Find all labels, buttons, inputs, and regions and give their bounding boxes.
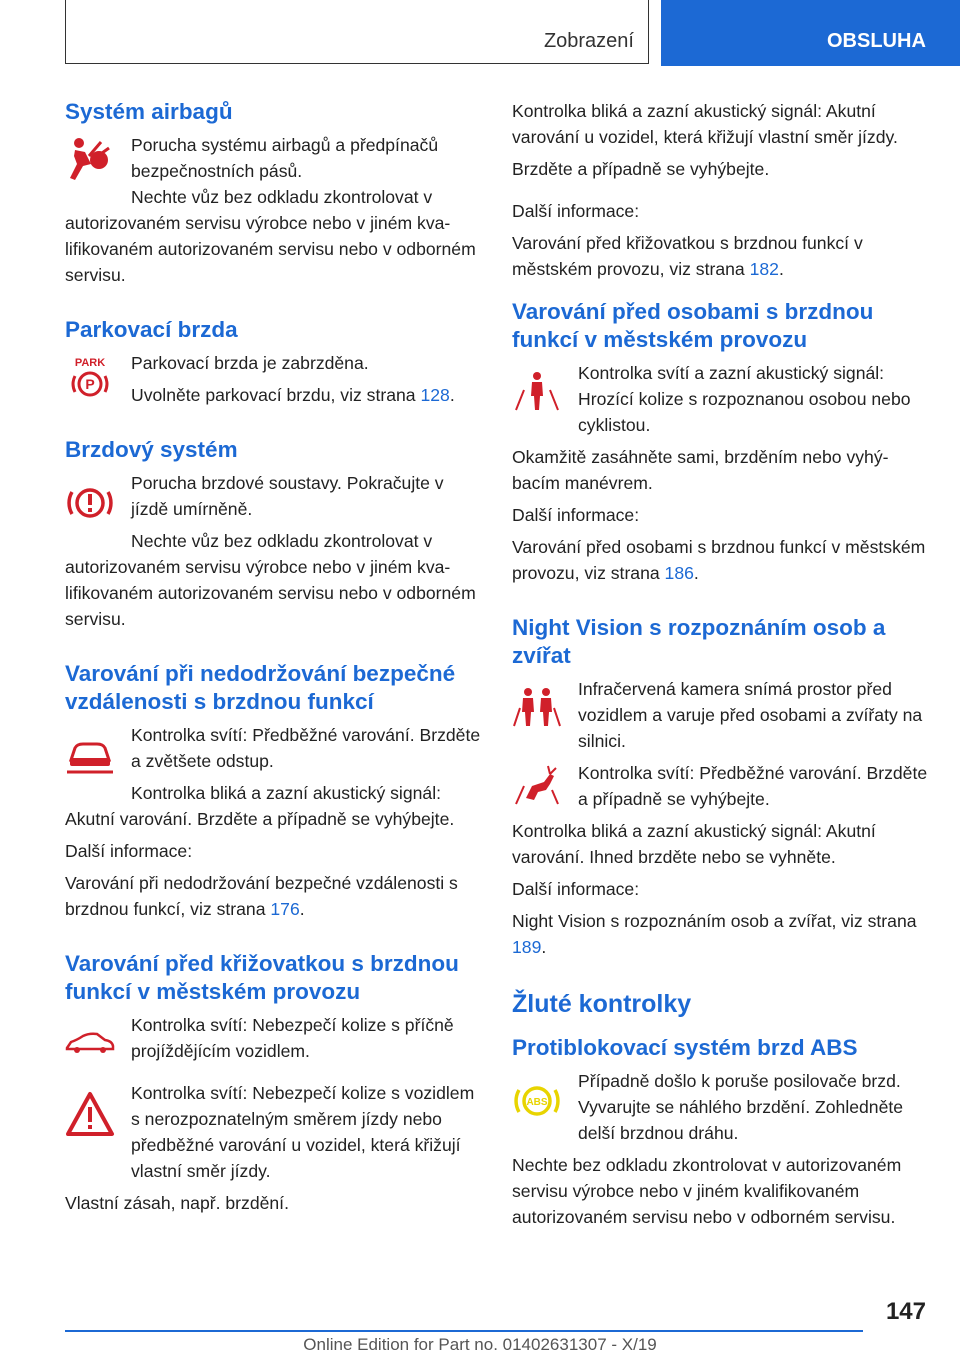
header-section-box xyxy=(65,0,649,64)
crossing-line1: Kontrolka svítí: Nebezpečí kolize s příčně projíždějícím vozidlem. xyxy=(131,1015,454,1061)
page-number: 147 xyxy=(885,1298,926,1325)
section-title-distance: Varování při nedodržování bezpečné vzdálenosti s brzdnou funkcí xyxy=(65,661,456,714)
section-title-night-vision: Night Vision s rozpoznáním osob a zvířat xyxy=(512,615,886,668)
crossing-info: Varování před křižovatkou s brzdnou funkcí v městském provozu, viz strana 182. xyxy=(512,233,863,279)
distance-line2: Kontrolka bliká a zazní akustický signál: Akutní varování. Brzděte a případně se vyhýbejte. xyxy=(65,783,455,829)
airbag-warning-icon xyxy=(65,134,115,184)
page-link-128[interactable]: 128 xyxy=(420,385,450,405)
brake-entry xyxy=(65,470,481,522)
section-title-yellow-lights: Žluté kontrolky xyxy=(512,990,692,1018)
distance-info: Varování při nedodržování bezpečné vzdálenosti s brzdnou funkcí, viz strana 176. xyxy=(65,873,458,919)
svg-text:ABS: ABS xyxy=(526,1097,548,1108)
abs-entry xyxy=(512,1068,928,1146)
page-link-189[interactable]: 189 xyxy=(512,937,542,957)
airbag-line2: Nechte vůz bez odkladu zkontrolovat v autorizovaném servisu výrobce nebo v jiném kvalifikovaném autorizovaném servisu nebo v odborném servisu. xyxy=(65,187,476,285)
persons-info-label: Další informace: xyxy=(512,505,640,525)
crossing-line3: Vlastní zásah, např. brzdění. xyxy=(65,1193,289,1213)
night-line3: Kontrolka bliká a zazní akustický signál: Akutní varování. Ihned brzděte nebo se vyhněte. xyxy=(512,821,876,867)
section-title-brake: Brzdový systém xyxy=(65,437,238,462)
right-column xyxy=(512,98,928,1236)
crossing-cont-line2: Brzděte a případně se vyhýbejte. xyxy=(512,159,770,179)
night-entry-2 xyxy=(512,760,928,812)
crossing-info-label: Další informace: xyxy=(512,201,640,221)
brake-line1: Porucha brzdové soustavy. Pokračujte v jízdě umírněně. xyxy=(131,473,444,519)
airbag-entry xyxy=(65,132,481,184)
parking-entry xyxy=(65,350,481,408)
distance-info-label: Další informace: xyxy=(65,841,193,861)
parking-brake-icon xyxy=(65,352,115,402)
section-title-parking: Parkovací brzda xyxy=(65,317,238,342)
two-pedestrians-icon xyxy=(512,682,562,732)
svg-text:P: P xyxy=(85,376,95,392)
parking-line2: Uvolněte parkovací brzdu, viz strana 128. xyxy=(131,385,455,405)
night-entry-1 xyxy=(512,676,928,754)
night-line2: Kontrolka svítí: Předběžné varování. Brzděte a případně se vyhýbejte. xyxy=(578,763,928,809)
deer-warning-icon xyxy=(512,760,562,810)
brake-warning-icon xyxy=(65,478,115,528)
section-title-abs: Protiblokovací systém brzd ABS xyxy=(512,1035,858,1060)
left-column xyxy=(65,98,481,1222)
footer-divider xyxy=(65,1330,863,1332)
crossing-cont-line1: Kontrolka bliká a zazní akustický signál: Akutní varování u vozidel, která křižují vlastní směr jízdy. xyxy=(512,101,898,147)
abs-line1: Případně došlo k poruše posilovače brzd. Vyvarujte se náhlého brzdění. Zohledněte delší brzdnou dráhu. xyxy=(578,1071,904,1143)
header-section-title: Zobrazení xyxy=(543,30,634,52)
pedestrian-warning-icon xyxy=(512,366,562,416)
page-link-176[interactable]: 176 xyxy=(270,899,300,919)
brake-line2: Nechte vůz bez odkladu zkontrolovat v autorizovaném servisu výrobce nebo v jiném kvalifikovaném autorizovaném servisu nebo v odborném servisu. xyxy=(65,531,476,629)
crossing-line2: Kontrolka svítí: Nebezpečí kolize s vozidlem s nerozpoznatelným směrem jízdy nebo předběžné varování u vozidel, která křižují vlastní směr jízdy. xyxy=(131,1083,475,1181)
footer-edition: Online Edition for Part no. 01402631307 - X/19 xyxy=(303,1335,657,1354)
section-title-airbag: Systém airbagů xyxy=(65,99,233,124)
persons-line2: Okamžitě zasáhněte sami, brzděním nebo vyhýbacím manévrem. xyxy=(512,447,889,493)
persons-line1: Kontrolka svítí a zazní akustický signál: Hrozící kolize s rozpoznanou osobou nebo cyklistou. xyxy=(578,363,911,435)
distance-line1: Kontrolka svítí: Předběžné varování. Brzděte a zvětšete odstup. xyxy=(131,725,481,771)
night-line1: Infračervená kamera snímá prostor před vozidlem a varuje před osobami a zvířaty na silnici. xyxy=(578,679,923,751)
abs-warning-icon xyxy=(512,1076,562,1126)
section-title-crossing: Varování před křižovatkou s brzdnou funkcí v městském provozu xyxy=(65,951,459,1004)
car-side-warning-icon xyxy=(65,1016,115,1066)
page-link-182[interactable]: 182 xyxy=(749,259,779,279)
car-front-warning-icon xyxy=(65,728,115,778)
crossing-entry-2 xyxy=(65,1080,481,1184)
night-info-label: Další informace: xyxy=(512,879,640,899)
parking-line1: Parkovací brzda je zabrzděna. xyxy=(131,353,369,373)
night-info: Night Vision s rozpoznáním osob a zvířat, viz strana 189. xyxy=(512,911,917,957)
distance-entry xyxy=(65,722,481,774)
svg-text:PARK: PARK xyxy=(74,357,106,369)
warning-triangle-icon xyxy=(65,1090,115,1140)
persons-entry xyxy=(512,360,928,438)
airbag-line1: Porucha systému airbagů a předpínačů bezpečnostních pásů. xyxy=(131,135,439,181)
crossing-entry-1 xyxy=(65,1012,481,1064)
page-link-186[interactable]: 186 xyxy=(664,563,694,583)
persons-info: Varování před osobami s brzdnou funkcí v městském provozu, viz strana 186. xyxy=(512,537,926,583)
page-header xyxy=(0,0,960,66)
abs-line2: Nechte bez odkladu zkontrolovat v autorizovaném servisu výrobce nebo v jiném kvalifikovaném autorizovaném servisu nebo v odborném servisu. xyxy=(512,1155,902,1227)
header-chapter-tab: OBSLUHA xyxy=(661,0,960,66)
section-title-persons: Varování před osobami s brzdnou funkcí v městském provozu xyxy=(512,299,874,352)
